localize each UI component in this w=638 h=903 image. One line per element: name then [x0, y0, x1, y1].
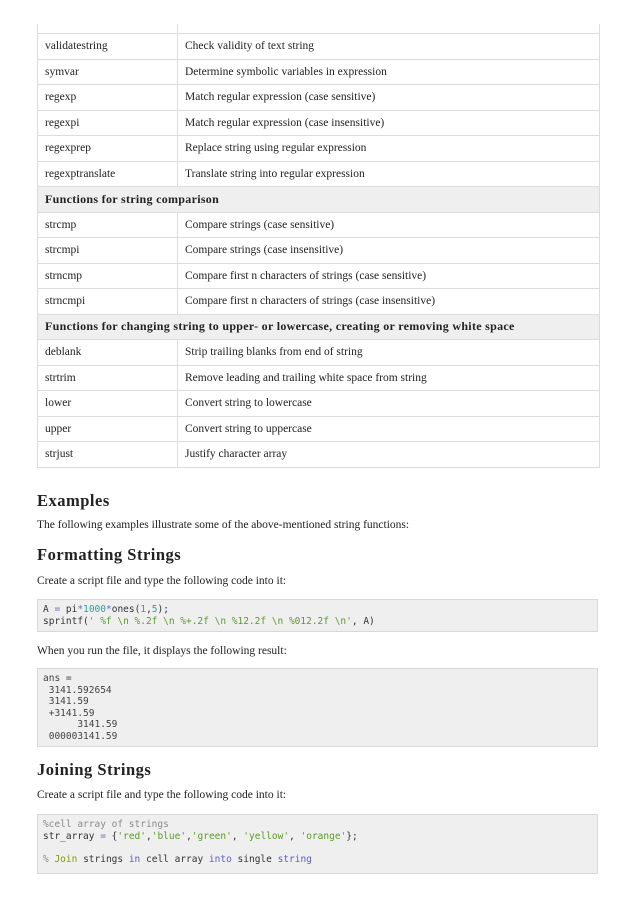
- function-description-cell: Compare strings (case insensitive): [178, 238, 600, 264]
- code-token: 'orange': [300, 830, 347, 842]
- table-row: [38, 442, 600, 468]
- function-description-cell: Convert string to uppercase: [178, 416, 600, 442]
- function-name-cell: symvar: [38, 59, 178, 85]
- function-name-cell: strncmpi: [38, 289, 178, 315]
- joining-instruction-text: Create a script file and type the following code into it:: [37, 789, 287, 801]
- table-section-header-row: [38, 314, 600, 340]
- output-line: 3141.59: [43, 719, 118, 730]
- string-functions-table: [37, 24, 600, 468]
- code-token: , A): [351, 615, 375, 627]
- table-row: [38, 110, 600, 136]
- code-token: *: [105, 604, 112, 615]
- function-description-cell: Translate string into regular expression: [178, 161, 600, 187]
- code-token: Join: [54, 853, 78, 865]
- code-token: };: [346, 830, 358, 842]
- code-line: [43, 854, 592, 866]
- table-row: [38, 340, 600, 366]
- code-line: [43, 831, 592, 843]
- code-token: %: [43, 853, 55, 865]
- code-line: [43, 616, 592, 628]
- table-row: [38, 289, 600, 315]
- table-row: [38, 136, 600, 162]
- function-description-cell: Match regular expression (case insensitive): [178, 110, 600, 136]
- function-description-cell: Match regular expression (case sensitive): [178, 85, 600, 111]
- table-row: [38, 365, 600, 391]
- code-token: =: [54, 604, 61, 615]
- function-name-cell: regexptranslate: [38, 161, 178, 187]
- code-token: ' %f \n %.2f \n %+.2f \n %12.2f \n %012.2f \n': [88, 615, 352, 627]
- function-description-cell: Strip trailing blanks from end of string: [178, 340, 600, 366]
- code-token: 'red': [117, 830, 146, 842]
- code-line: [43, 819, 592, 831]
- code-token: in: [128, 853, 141, 865]
- table-row: [38, 238, 600, 264]
- function-description-cell: Check validity of text string: [178, 34, 600, 60]
- code-token: cell array: [140, 853, 209, 865]
- examples-intro-text: The following examples illustrate some of the above-mentioned string functions:: [37, 519, 410, 531]
- function-name-cell: regexpi: [38, 110, 178, 136]
- function-name-cell: deblank: [38, 340, 178, 366]
- code-token: %cell array of strings: [43, 819, 169, 830]
- function-name-cell: upper: [38, 416, 178, 442]
- formatting-code-block: [37, 599, 598, 632]
- code-token: ,: [146, 830, 152, 842]
- code-token: );: [157, 604, 169, 615]
- result-intro-text: When you run the file, it displays the following result:: [37, 645, 287, 657]
- section-header-text: Functions for changing string to upper- or lowercase, creating or removing white space: [38, 314, 600, 340]
- output-line: 3141.592654: [43, 684, 112, 696]
- output-line: ans =: [43, 673, 72, 684]
- formatting-instruction-text: Create a script file and type the following code into it:: [37, 575, 287, 587]
- code-token: 1000: [83, 604, 106, 615]
- function-description-cell: Replace string using regular expression: [178, 136, 600, 162]
- code-token: A: [43, 604, 55, 615]
- code-token: 5: [151, 604, 158, 615]
- table-row: [38, 263, 600, 289]
- function-description-cell: Compare strings (case sensitive): [178, 212, 600, 238]
- code-token: pi: [60, 604, 78, 615]
- code-token: into: [208, 853, 232, 865]
- code-token: ,: [289, 830, 301, 842]
- function-description-cell: Determine symbolic variables in expression: [178, 59, 600, 85]
- code-token: ,: [231, 830, 244, 842]
- code-token: *: [77, 604, 84, 615]
- output-line: 3141.59: [43, 696, 89, 707]
- table-row: [38, 161, 600, 187]
- function-description-cell: Convert string to lowercase: [178, 391, 600, 417]
- code-token: sprintf(: [43, 615, 89, 627]
- table-row: [38, 85, 600, 111]
- code-token: ,: [186, 830, 192, 842]
- table-row: [38, 212, 600, 238]
- code-token: str_array: [43, 830, 101, 842]
- examples-heading: Examples: [37, 491, 110, 510]
- code-line: [43, 842, 592, 854]
- code-token: =: [100, 830, 106, 842]
- table-top-stub-row: [38, 24, 600, 34]
- function-name-cell: regexprep: [38, 136, 178, 162]
- output-line: +3141.59: [43, 707, 95, 719]
- code-token: 1: [140, 604, 147, 615]
- function-description-cell: Compare first n characters of strings (case sensitive): [178, 263, 600, 289]
- output-line: 000003141.59: [43, 730, 118, 742]
- code-token: {: [105, 830, 118, 842]
- joining-code-block: [37, 814, 598, 874]
- code-token: single: [231, 853, 278, 865]
- formatting-output-block: [37, 668, 598, 747]
- function-name-cell: strcmpi: [38, 238, 178, 264]
- function-name-cell: lower: [38, 391, 178, 417]
- table-row: [38, 59, 600, 85]
- function-name-cell: regexp: [38, 85, 178, 111]
- table-row: [38, 391, 600, 417]
- function-description-cell: Justify character array: [178, 442, 600, 468]
- code-token: string: [277, 853, 312, 865]
- function-description-cell: Compare first n characters of strings (case insensitive): [178, 289, 600, 315]
- table-row: [38, 416, 600, 442]
- function-name-cell: strtrim: [38, 365, 178, 391]
- joining-strings-heading: Joining Strings: [37, 760, 152, 779]
- code-token: strings: [77, 853, 129, 865]
- code-token: 'blue': [151, 830, 187, 842]
- code-token: 'green': [191, 830, 232, 842]
- code-line: [43, 604, 592, 616]
- function-name-cell: validatestring: [38, 34, 178, 60]
- code-token: ,: [146, 604, 152, 615]
- function-name-cell: strncmp: [38, 263, 178, 289]
- function-name-cell: strcmp: [38, 212, 178, 238]
- code-token: 'yellow': [243, 830, 290, 842]
- function-name-cell: strjust: [38, 442, 178, 468]
- table-row: [38, 34, 600, 60]
- section-header-text: Functions for string comparison: [38, 187, 600, 213]
- function-description-cell: Remove leading and trailing white space from string: [178, 365, 600, 391]
- code-token: ones(: [111, 604, 141, 615]
- formatting-strings-heading: Formatting Strings: [37, 545, 182, 564]
- table-section-header-row: [38, 187, 600, 213]
